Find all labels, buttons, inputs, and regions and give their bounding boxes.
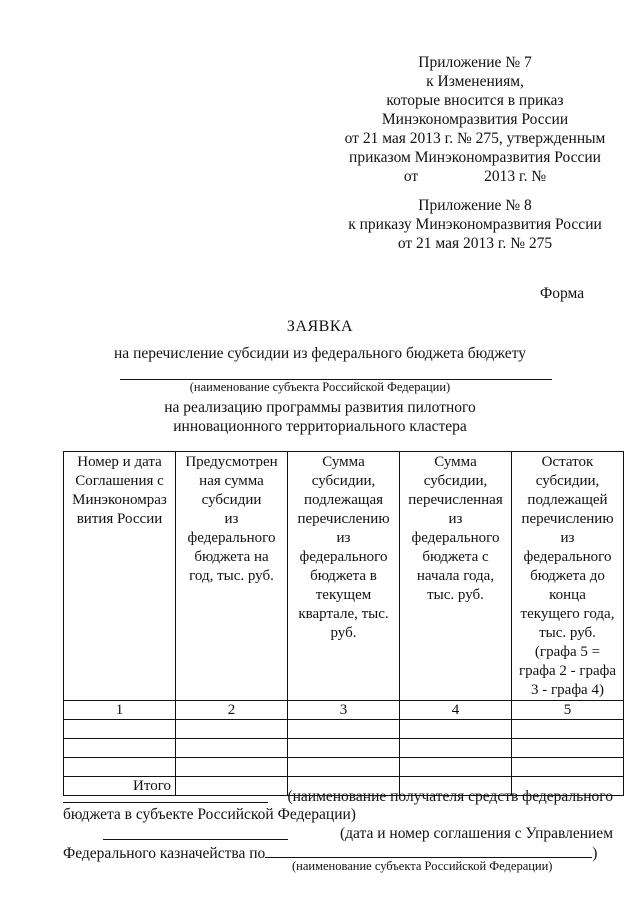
- appendix-7-block: [315, 53, 635, 186]
- header-text: год, тыс. руб.: [189, 568, 274, 584]
- header-text: федерального: [187, 530, 276, 546]
- header-line: Приложение № 8: [418, 197, 532, 214]
- table-row: [64, 758, 624, 777]
- table-cell[interactable]: [512, 758, 624, 777]
- header-line: к приказу Минэкономразвития России: [348, 216, 602, 233]
- table-cell[interactable]: [400, 758, 512, 777]
- column-header-4: [400, 452, 512, 701]
- close-paren: ): [592, 845, 598, 862]
- header-text: из: [448, 511, 463, 527]
- header-line: от 21 мая 2013 г. № 275: [397, 235, 553, 252]
- program-line: инновационного территориального кластера: [173, 418, 467, 435]
- table-cell[interactable]: [64, 739, 176, 758]
- total-label: Итого: [64, 777, 176, 796]
- header-text: бюджета на: [194, 549, 269, 565]
- header-text: квартале, тыс.: [298, 606, 389, 622]
- header-text: Сумма: [322, 454, 365, 470]
- header-text: перечисленная: [408, 492, 503, 508]
- recipient-line-1: [63, 788, 613, 808]
- column-number: 1: [64, 701, 176, 720]
- table-cell[interactable]: [176, 739, 288, 758]
- column-header-5: [512, 452, 624, 701]
- table-header-row: [64, 452, 624, 701]
- header-text: Предусмотрен: [185, 454, 278, 470]
- table-cell[interactable]: [176, 758, 288, 777]
- header-text: из: [560, 530, 575, 546]
- header-text: бюджета с: [422, 549, 489, 565]
- document-title: ЗАЯВКА: [286, 318, 354, 335]
- header-text: федерального: [299, 549, 388, 565]
- header-line: от 21 мая 2013 г. № 275, утвержденным: [344, 130, 606, 147]
- recipient-text: (наименование получателя средств федерального: [287, 788, 613, 805]
- form-label: Форма: [540, 285, 585, 302]
- subject-caption-2: (наименование субъекта Российской Федерации): [292, 859, 553, 873]
- column-header-1: [64, 452, 176, 701]
- header-text: текущем: [315, 587, 372, 603]
- table-cell[interactable]: [512, 720, 624, 739]
- column-number: 3: [288, 701, 400, 720]
- header-text: текущего года,: [520, 606, 615, 622]
- header-text: вития России: [76, 511, 163, 527]
- header-text: подлежащая: [304, 492, 383, 508]
- header-text: ная сумма: [199, 473, 264, 489]
- column-number-row: [64, 701, 624, 720]
- header-text: перечислению: [297, 511, 390, 527]
- header-text: из: [336, 530, 351, 546]
- column-number: 2: [176, 701, 288, 720]
- treasury-text: Федерального казначейства по: [63, 845, 266, 862]
- header-text: Соглашения с: [75, 473, 164, 489]
- table-cell[interactable]: [64, 720, 176, 739]
- header-text: конца: [549, 587, 586, 603]
- header-line: Минэкономразвития России: [381, 111, 569, 128]
- table-row: [64, 739, 624, 758]
- program-line: на реализацию программы развития пилотного: [164, 399, 476, 416]
- header-line: к Изменениям,: [426, 73, 524, 90]
- header-text: подлежащей: [527, 492, 608, 508]
- table-row: [64, 720, 624, 739]
- header-text: Остаток: [541, 454, 594, 470]
- header-text: графа 2 - графа: [518, 663, 617, 679]
- table-cell[interactable]: [400, 739, 512, 758]
- header-line: Приложение № 7: [418, 54, 532, 71]
- table-cell[interactable]: [288, 720, 400, 739]
- header-text: тыс. руб.: [539, 625, 596, 641]
- header-text: (графа 5 =: [534, 644, 601, 660]
- program-text: [0, 398, 640, 436]
- header-text: из: [224, 511, 239, 527]
- table-cell[interactable]: [512, 739, 624, 758]
- column-header-2: [176, 452, 288, 701]
- header-text: федерального: [411, 530, 500, 546]
- header-text: 3 - графа 4): [531, 682, 604, 698]
- header-text: Минэкономраз: [72, 492, 167, 508]
- document-subtitle: на перечисление субсидии из федерального бюджета бюджету: [114, 345, 526, 362]
- header-text: субсидии,: [311, 473, 376, 489]
- subsidy-table: [63, 451, 624, 796]
- table-cell[interactable]: [64, 758, 176, 777]
- header-text: федерального: [523, 549, 612, 565]
- appendix-8-block: [315, 196, 635, 253]
- header-text: руб.: [330, 625, 357, 641]
- agreement-fill-line[interactable]: [103, 825, 288, 840]
- table-cell[interactable]: [288, 739, 400, 758]
- agreement-text: (дата и номер соглашения с Управлением: [340, 825, 613, 842]
- column-number: 5: [512, 701, 624, 720]
- recipient-line-2: бюджета в субъекте Российской Федерации): [63, 806, 356, 823]
- header-line: которые вносится в приказ: [386, 92, 564, 109]
- header-line: от 2013 г. №: [403, 168, 547, 185]
- header-text: субсидии,: [535, 473, 600, 489]
- header-line: приказом Минэкономразвития России: [349, 149, 601, 166]
- agreement-line: [103, 825, 613, 845]
- treasury-fill-line[interactable]: [265, 843, 592, 858]
- header-text: бюджета в: [310, 568, 377, 584]
- header-text: субсидии: [201, 492, 262, 508]
- recipient-fill-line[interactable]: [63, 788, 268, 803]
- table-cell[interactable]: [400, 720, 512, 739]
- subject-caption: (наименование субъекта Российской Федерации): [189, 380, 451, 394]
- header-text: перечислению: [521, 511, 614, 527]
- column-header-3: [288, 452, 400, 701]
- table-cell[interactable]: [288, 758, 400, 777]
- header-text: субсидии,: [423, 473, 488, 489]
- column-number: 4: [400, 701, 512, 720]
- header-text: начала года,: [416, 568, 495, 584]
- header-text: бюджета до: [530, 568, 605, 584]
- header-text: Номер и дата: [77, 454, 162, 470]
- header-text: Сумма: [434, 454, 477, 470]
- table-cell[interactable]: [176, 720, 288, 739]
- header-text: тыс. руб.: [427, 587, 484, 603]
